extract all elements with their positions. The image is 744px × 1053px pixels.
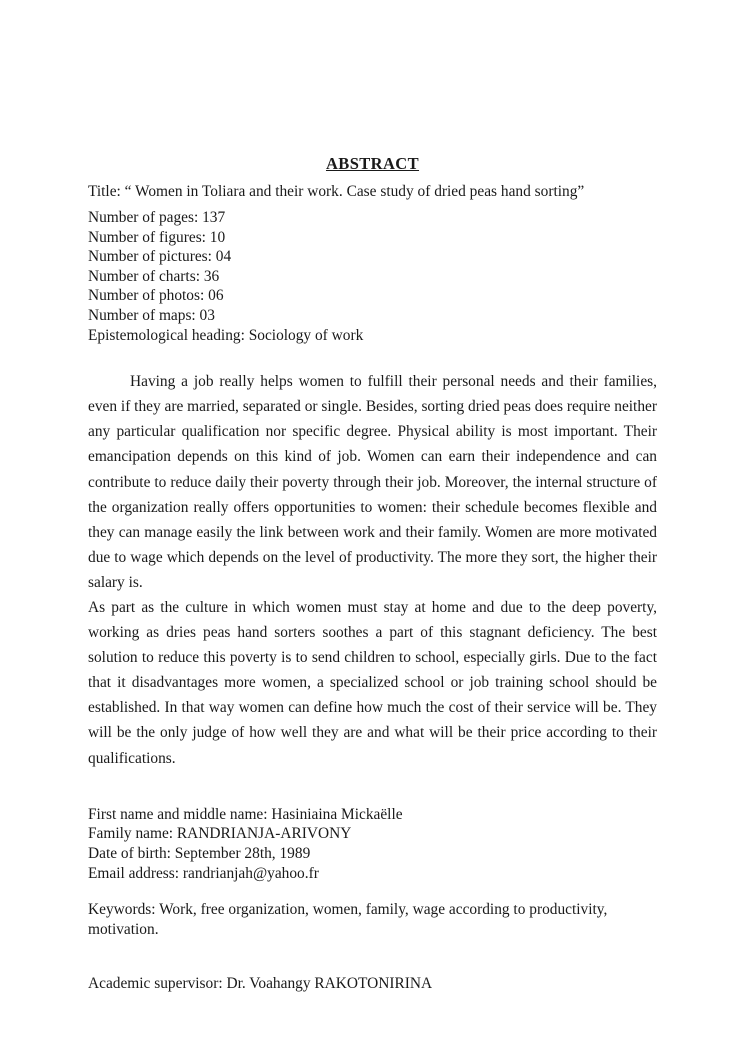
meta-line-photos: Number of photos: 06 [88, 287, 224, 305]
meta-line-maps: Number of maps: 03 [88, 306, 215, 324]
author-details [88, 805, 657, 884]
thesis-title-line: Title: “ Women in Toliara and their work. Case study of dried peas hand sorting” [88, 183, 585, 200]
author-email-address: Email address: randrianjah@yahoo.fr [88, 864, 319, 882]
author-date-of-birth: Date of birth: September 28th, 1989 [88, 845, 311, 863]
author-family-name: Family name: RANDRIANJA-ARIVONY [88, 825, 352, 843]
academic-supervisor-line: Academic supervisor: Dr. Voahangy RAKOTONIRINA [88, 975, 433, 993]
meta-line-epistemological-heading: Epistemological heading: Sociology of work [88, 326, 364, 344]
abstract-paragraph-2: As part as the culture in which women must stay at home and due to the deep poverty, working as dries peas hand sorters soothes a part of this stagnant deficiency. The best solution to reduce this poverty is to send children to school, especially girls. Due to the fact that it disadvantages more women, a specialized school or job training school should be established. In that way women can define how much the cost of their service will be. They will be the only judge of how well they are and what will be their price according to their qualifications. [88, 599, 657, 767]
author-first-middle-name: First name and middle name: Hasiniaina Mickaëlle [88, 805, 403, 823]
abstract-paragraph-1: Having a job really helps women to fulfill their personal needs and their families, even if they are married, separated or single. Besides, sorting dried peas does require neither any particular qualification nor specific degree. Physical ability is most important. Their emancipation depends on this kind of job. Women can earn their independence and can contribute to reduce daily their poverty through their job. Moreover, the internal structure of the organization really offers opportunities to women: their schedule becomes flexible and they can manage easily the link between work and their family. Women are more motivated due to wage which depends on the level of productivity. The more they sort, the higher their salary is. [88, 373, 657, 591]
page-title: ABSTRACT [325, 154, 420, 173]
document-stats [88, 208, 657, 345]
meta-line-charts: Number of charts: 36 [88, 267, 220, 285]
abstract-body [88, 369, 657, 771]
meta-line-pictures: Number of pictures: 04 [88, 248, 232, 266]
keywords-line: Keywords: Work, free organization, women, family, wage according to productivity, motivation. [88, 901, 608, 939]
meta-line-figures: Number of figures: 10 [88, 228, 226, 246]
meta-line-pages: Number of pages: 137 [88, 209, 226, 226]
